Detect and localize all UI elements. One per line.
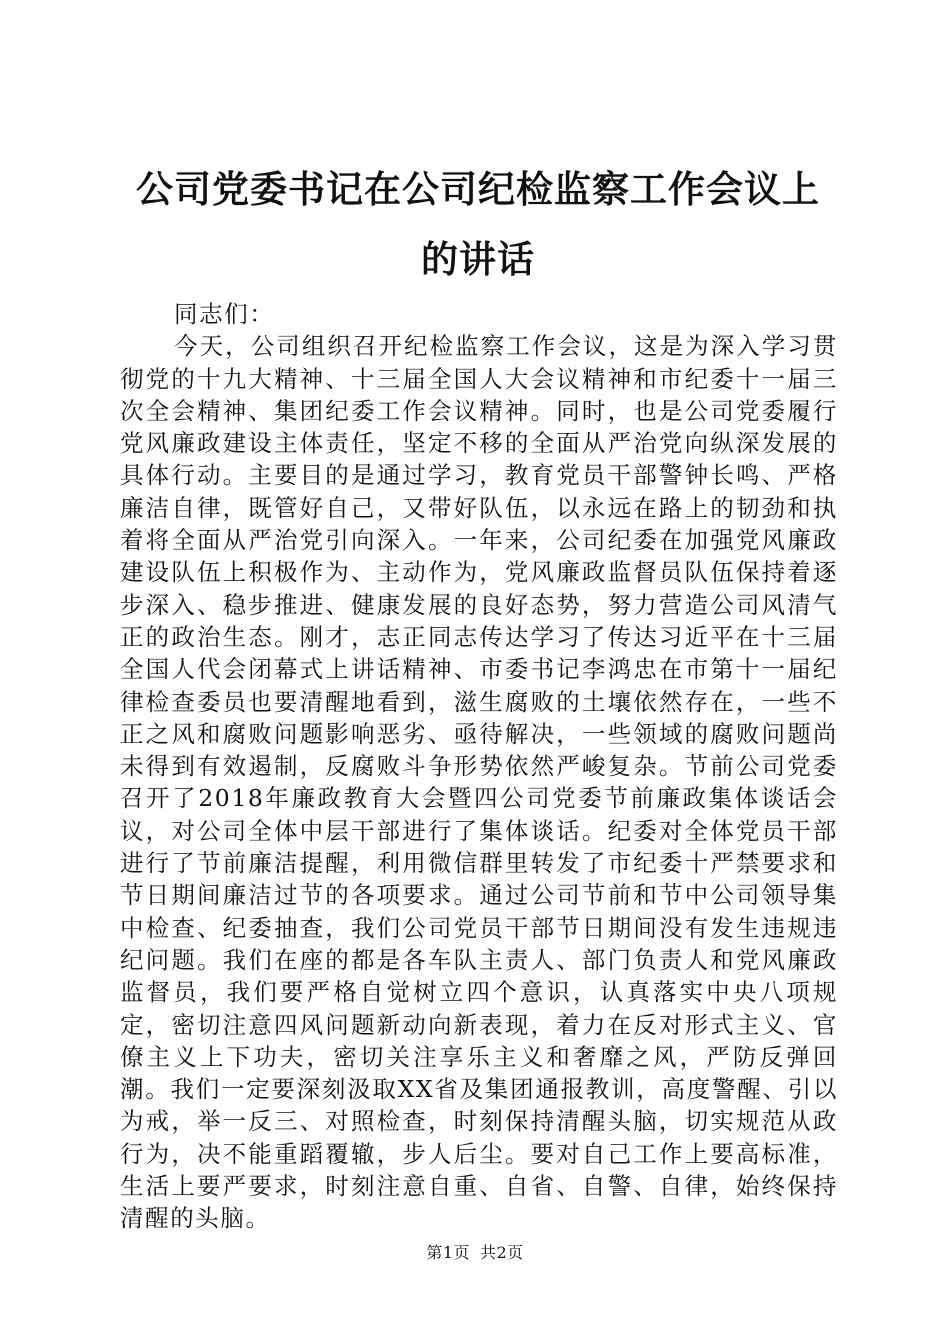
page-total: 共2页 <box>480 1243 524 1262</box>
document-body <box>120 298 838 1235</box>
document-title: 公司党委书记在公司纪检监察工作会议上的讲话 <box>136 168 820 281</box>
page-footer <box>0 1240 950 1263</box>
body-paragraph: 今天，公司组织召开纪检监察工作会议，这是为深入学习贯彻党的十九大精神、十三届全国人大会议精神和市纪委十一届三次全会精神、集团纪委工作会议精神。同时，也是公司党委履行党风廉政建设主体责任，坚定不移的全面从严治党向纵深发展的具体行动。主要目的是通过学习，教育党员干部警钟长鸣、严格廉洁自律，既管好自己，又带好队伍，以永远在路上的韧劲和执着将全面从严治党引向深入。一年来，公司纪委在加强党风廉政建设队伍上积极作为、主动作为，党风廉政监督员队伍保持着逐步深入、稳步推进、健康发展的良好态势，努力营造公司风清气正的政治生态。刚才，志正同志传达学习了传达习近平在十三届全国人代会闭幕式上讲话精神、市委书记李鸿忠在市第十一届纪律检查委员也要清醒地看到，滋生腐败的土壤依然存在，一些不正之风和腐败问题影响恶劣、亟待解决，一些领域的腐败问题尚未得到有效遏制，反腐败斗争形势依然严峻复杂。节前公司党委召开了2018年廉政教育大会暨四公司党委节前廉政集体谈话会议，对公司全体中层干部进行了集体谈话。纪委对全体党员干部进行了节前廉洁提醒，利用微信群里转发了市纪委十严禁要求和节日期间廉洁过节的各项要求。通过公司节前和节中公司领导集中检查、纪委抽查，我们公司党员干部节日期间没有发生违规违纪问题。我们在座的都是各车队主责人、部门负责人和党风廉政监督员，我们要严格自觉树立四个意识，认真落实中央八项规定，密切注意四风问题新动向新表现，着力在反对形式主义、官僚主义上下功夫，密切关注享乐主义和奢靡之风，严防反弹回潮。我们一定要深刻汲取XX省及集团通报教训，高度警醒、引以为戒，举一反三、对照检查，时刻保持清醒头脑，切实规范从政行为，决不能重蹈覆辙，步人后尘。要对自己工作上要高标准，生活上要严要求，时刻注意自重、自省、自警、自律，始终保持清醒的头脑。 <box>120 332 838 1233</box>
page-number: 第1页 <box>426 1243 470 1262</box>
salutation: 同志们： <box>174 300 275 328</box>
